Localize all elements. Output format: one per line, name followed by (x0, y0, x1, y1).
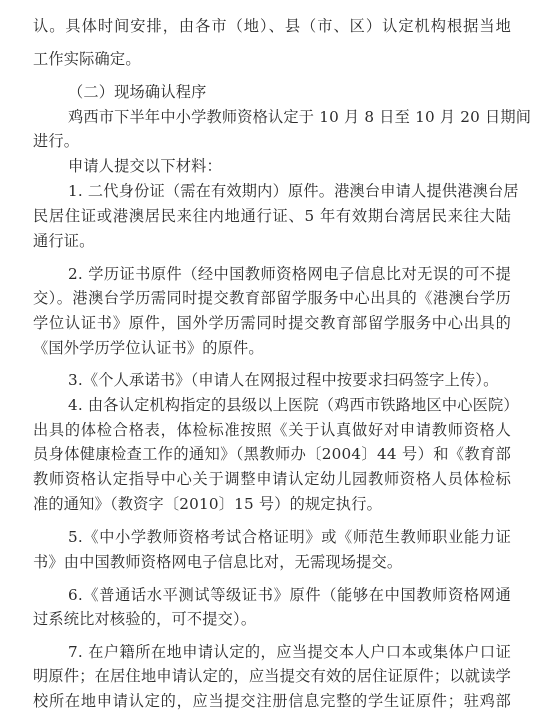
text-line: 鸡西市下半年中小学教师资格认定于 10 月 8 日至 10 月 20 日期间 (68, 108, 532, 127)
text-line: 民居住证或港澳居民来往内地通行证、5 年有效期台湾居民来往大陆 (33, 206, 511, 225)
text-line: 书》由中国教师资格网电子信息比对，无需现场提交。 (33, 552, 403, 571)
text-line: 员身体健康检查工作的通知》（黑教师办〔2004〕44 号）和《教育部 (33, 445, 511, 464)
text-line: 进行。 (33, 132, 80, 151)
text-line: 过系统比对核验的，可不提交）。 (33, 609, 257, 628)
text-line: 明原件；在居住地申请认定的，应当提交有效的居住证原件；以就读学 (33, 667, 511, 685)
text-line: 4. 由各认定机构指定的县级以上医院（鸡西市铁路地区中心医院） (68, 396, 519, 415)
text-line: 2. 学历证书原件（经中国教师资格网电子信息比对无误的可不提 (68, 264, 511, 283)
text-line: 学位认证书》原件，国外学历需同时提交教育部留学服务中心出具的 (33, 313, 511, 332)
text-line: 通行证。 (33, 231, 95, 250)
text-line: 1. 二代身份证（需在有效期内）原件。港澳台申请人提供港澳台居 (68, 181, 519, 200)
text-line: 交）。港澳台学历需同时提交教育部留学服务中心出具的《港澳台学历 (33, 288, 511, 307)
text-line: 7. 在户籍所在地申请认定的，应当提交本人户口本或集体户口证 (68, 642, 511, 661)
text-line: 认。具体时间安排，由各市（地）、县（市、区）认定机构根据当地 (33, 17, 511, 35)
text-line: 准的通知》（教资字〔2010〕15 号）的规定执行。 (33, 495, 382, 514)
text-line: 申请人提交以下材料： (68, 157, 222, 176)
text-line: 6.《普通话水平测试等级证书》原件（能够在中国教师资格网通 (68, 585, 511, 604)
text-line: 出具的体检合格表，体检标准按照《关于认真做好对申请教师资格人 (33, 421, 511, 440)
text-line: 3.《个人承诺书》（申请人在网报过程中按要求扫码签字上传）。 (68, 371, 499, 389)
text-line: 工作实际确定。 (33, 50, 141, 69)
text-line: 教师资格认定指导中心关于调整申请认定幼儿园教师资格人员体检标 (33, 470, 511, 489)
section-heading: （二）现场确认程序 (68, 83, 207, 102)
text-line: 《国外学历学位认证书》的原件。 (33, 338, 264, 357)
text-line: 5.《中小学教师资格考试合格证明》或《师范生教师职业能力证 (68, 528, 511, 547)
text-line: 校所在地申请认定的，应当提交注册信息完整的学生证原件；驻鸡部 (33, 692, 511, 710)
